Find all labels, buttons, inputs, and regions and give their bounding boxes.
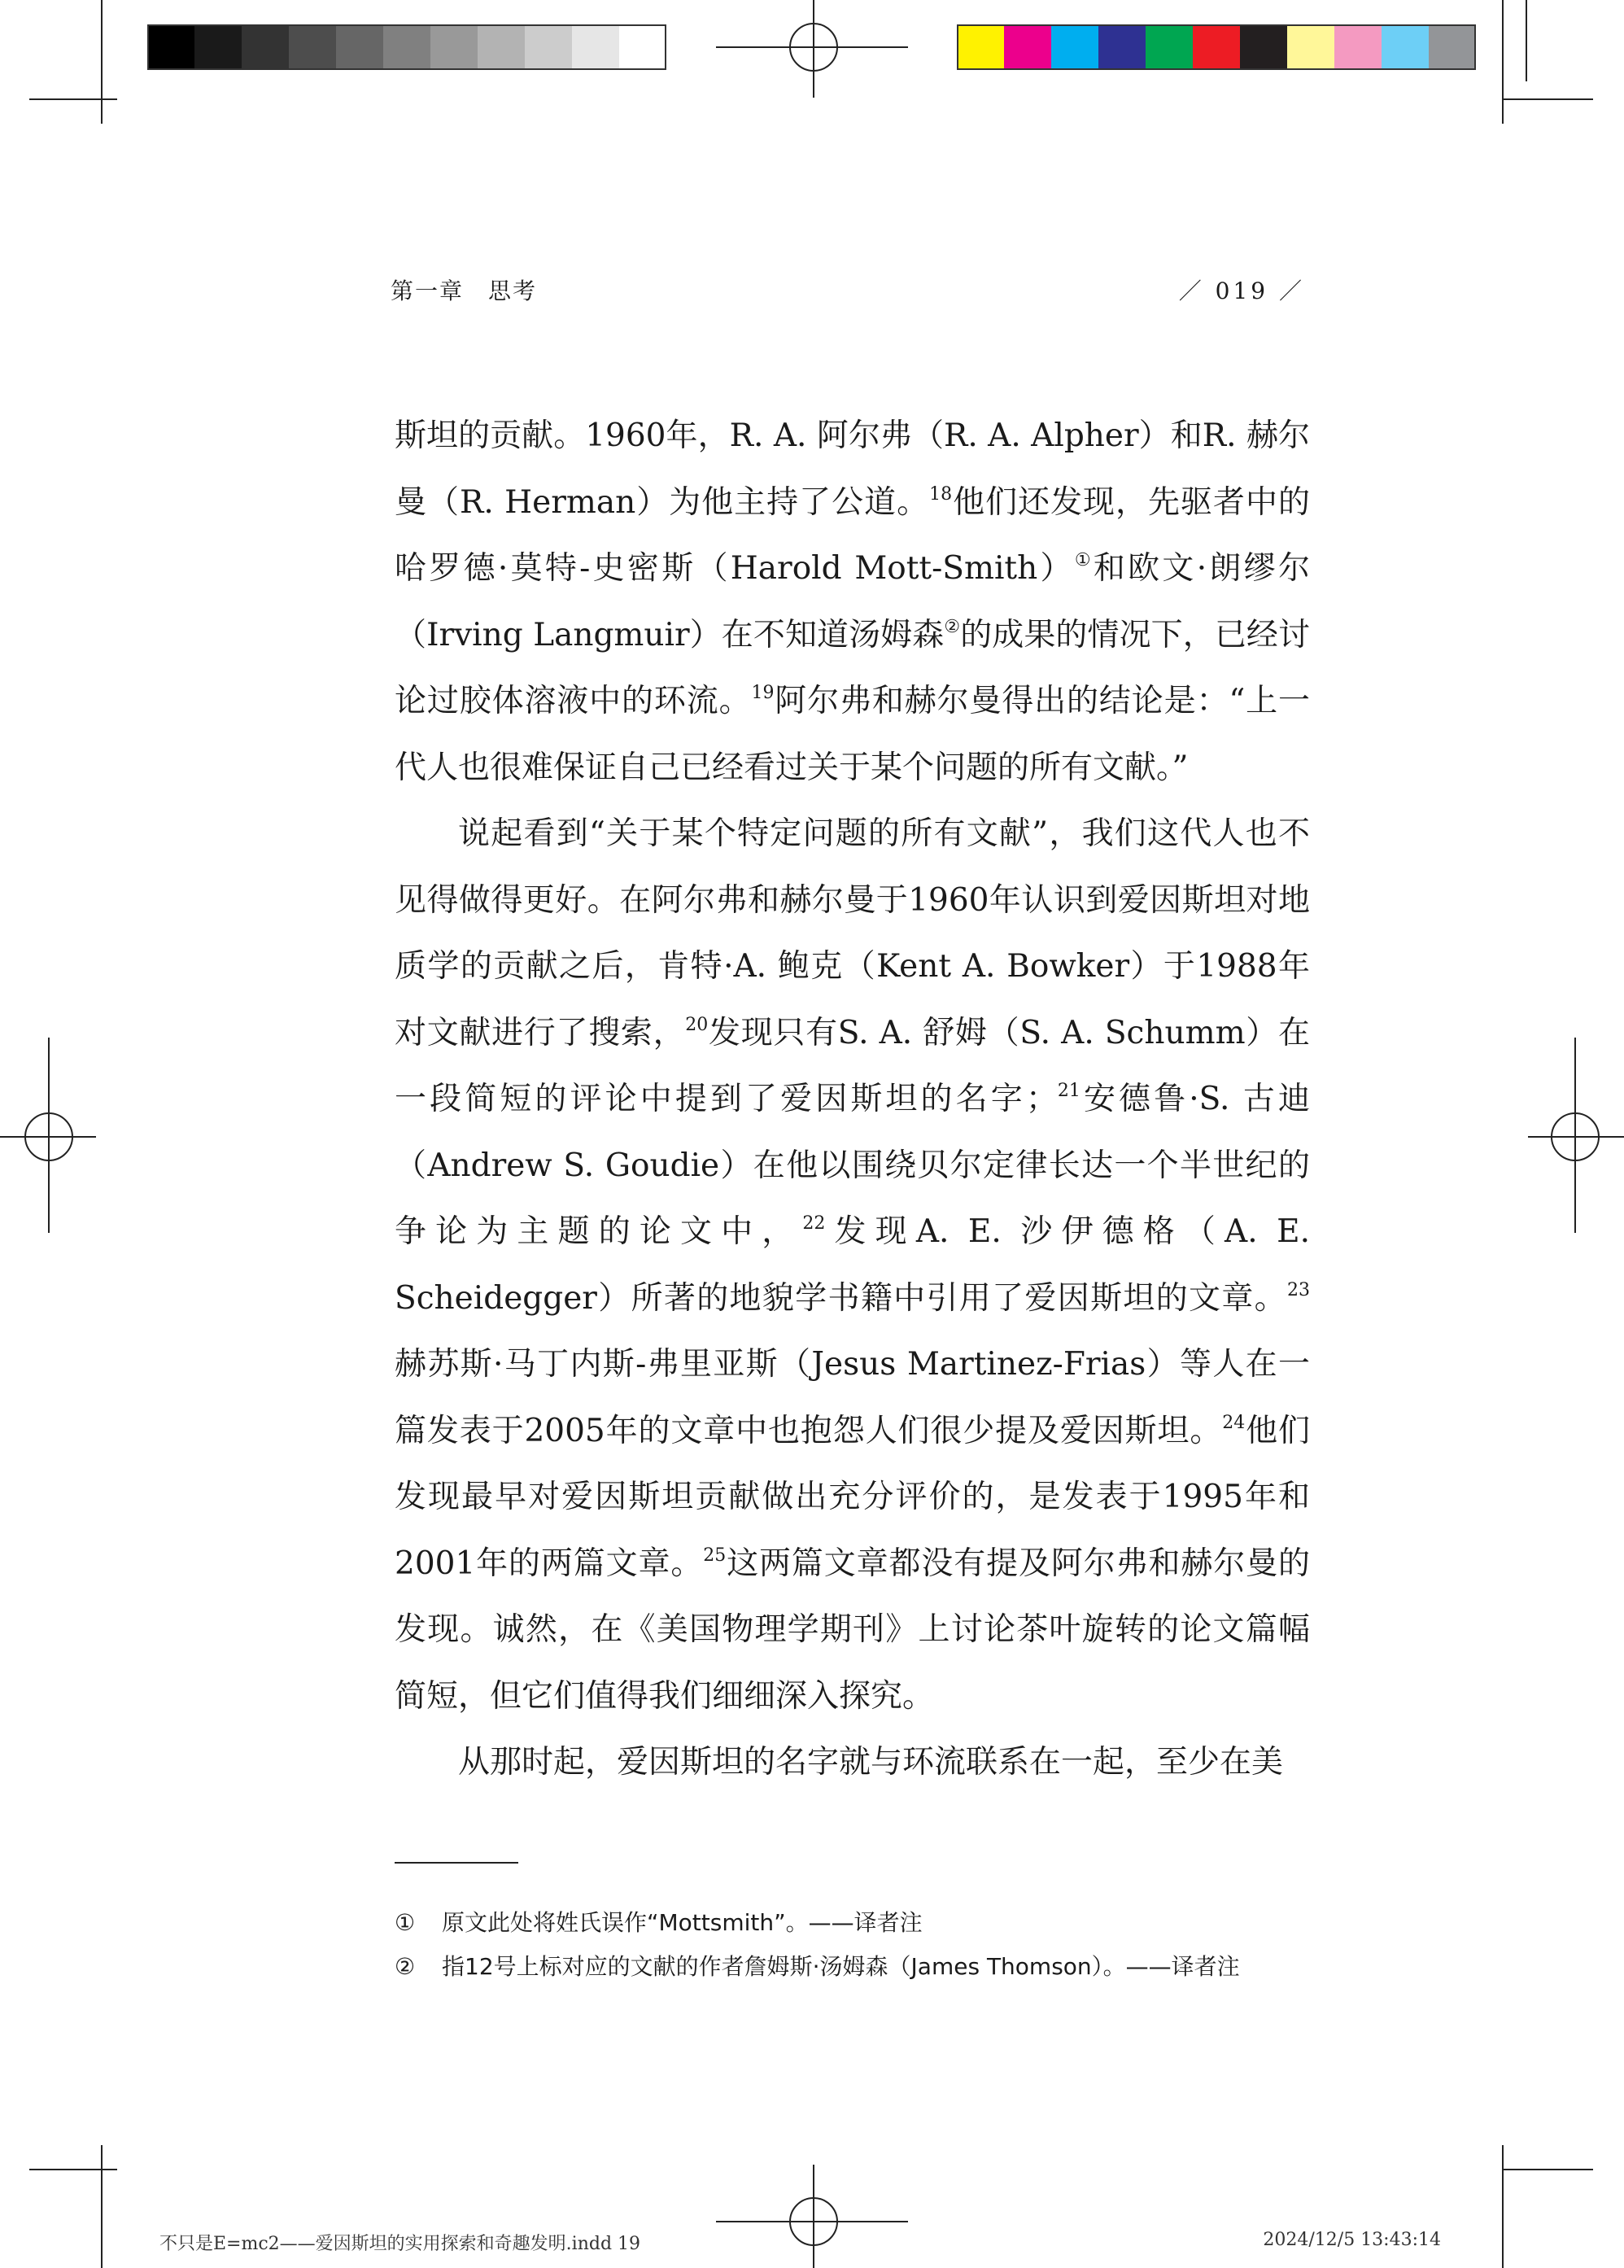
footnote-marker: ② bbox=[944, 616, 961, 637]
gray-bar-border bbox=[147, 24, 666, 70]
crop-mark bbox=[29, 2169, 117, 2170]
citation-marker: 18 bbox=[929, 483, 953, 505]
crop-mark bbox=[1502, 2145, 1504, 2268]
crop-mark bbox=[101, 2145, 103, 2268]
citation-marker: 25 bbox=[703, 1545, 727, 1566]
footnote bbox=[395, 1901, 1310, 1945]
slug-datetime: 2024/12/5 13:43:14 bbox=[1263, 2230, 1441, 2250]
running-head-chapter: 第一章 思考 bbox=[391, 277, 538, 304]
footnote-text: 指12号上标对应的文献的作者詹姆斯·汤姆森（James Thomson）。——译者注 bbox=[442, 1953, 1240, 1980]
footnotes bbox=[395, 1901, 1310, 1989]
crop-mark bbox=[29, 98, 117, 100]
citation-marker: 19 bbox=[751, 683, 775, 703]
paragraph: 从那时起，爱因斯坦的名字就与环流联系在一起，至少在美 bbox=[458, 1744, 1284, 1781]
crop-mark bbox=[1502, 98, 1593, 100]
footnote-mark: ② bbox=[395, 1953, 416, 1980]
crop-mark bbox=[101, 0, 103, 124]
slug-filename: 不只是E=mc2——爱因斯坦的实用探索和奇趣发明.indd 19 bbox=[159, 2234, 641, 2254]
footnote-rule bbox=[395, 1862, 518, 1864]
paragraph: 斯坦的贡献。1960年，R. A. 阿尔弗（R. A. Alpher）和R. 赫尔曼（R. Herman）为他主持了公道。$^{18}$他们还发现，先驱者中的哈罗德·莫特-史密斯（Harold Mott-Smith）①和欧文·朗缪尔（Irving Langmuir）在不知道汤姆森②的成果的情况下，已经讨论过胶体溶液中的环流。$^{19}$阿尔弗和赫尔曼得出的结论是：“上一代人也很难保证自己已经看过关于某个问题的所有文献。” bbox=[395, 417, 1310, 786]
color-bar-border bbox=[957, 24, 1476, 70]
citation-marker: 22 bbox=[802, 1213, 826, 1234]
body-text bbox=[395, 403, 1310, 1796]
registration-mark bbox=[1574, 1038, 1576, 1233]
paragraph: 说起看到“关于某个特定问题的所有文献”，我们这代人也不见得做得更好。在阿尔弗和赫尔曼于1960年认识到爱因斯坦对地质学的贡献之后，肯特·A. 鲍克（Kent A. Bowker）于1988年对文献进行了搜索，$^{20}$发现只有S. A. 舒姆（S. A. Schumm）在一段简短的评论中提到了爱因斯坦的名字；$^{21}$安德鲁·S. 古迪（Andrew S. Goudie）在他以围绕贝尔定律长达一个半世纪的争论为主题的论文中，$^{22}$发现A. E. 沙伊德格（A. E. Scheidegger）所著的地貌学书籍中引用了爱因斯坦的文章。$^{23}$赫苏斯·马丁内斯-弗里亚斯（Jesus Martinez-Frias）等人在一篇发表于2005年的文章中也抱怨人们很少提及爱因斯坦。$^{24}$他们发现最早对爱因斯坦贡献做出充分评价的，是发表于1995年和2001年的两篇文章。$^{25}$这两篇文章都没有提及阿尔弗和赫尔曼的发现。诚然，在《美国物理学期刊》上讨论茶叶旋转的论文篇幅简短，但它们值得我们细细深入探究。 bbox=[395, 815, 1310, 1715]
citation-marker: 21 bbox=[1057, 1081, 1080, 1101]
footnote-marker: ① bbox=[1074, 550, 1094, 570]
crop-mark bbox=[1502, 2169, 1593, 2170]
registration-mark bbox=[813, 2165, 814, 2268]
footnote-text: 原文此处将姓氏误作“Mottsmith”。——译者注 bbox=[442, 1909, 923, 1936]
footnote-mark: ① bbox=[395, 1909, 416, 1936]
crop-mark bbox=[1526, 0, 1527, 81]
footnote bbox=[395, 1945, 1310, 1989]
registration-mark bbox=[716, 46, 908, 48]
registration-mark bbox=[48, 1038, 50, 1233]
citation-marker: 24 bbox=[1222, 1412, 1246, 1433]
registration-mark bbox=[1528, 1136, 1624, 1138]
registration-mark bbox=[716, 2221, 908, 2222]
registration-mark bbox=[813, 0, 814, 98]
citation-marker: 20 bbox=[685, 1014, 709, 1035]
citation-marker: 23 bbox=[1287, 1279, 1310, 1300]
crop-mark bbox=[1502, 0, 1504, 124]
page-number: ／ 019 ／ bbox=[1178, 277, 1305, 304]
